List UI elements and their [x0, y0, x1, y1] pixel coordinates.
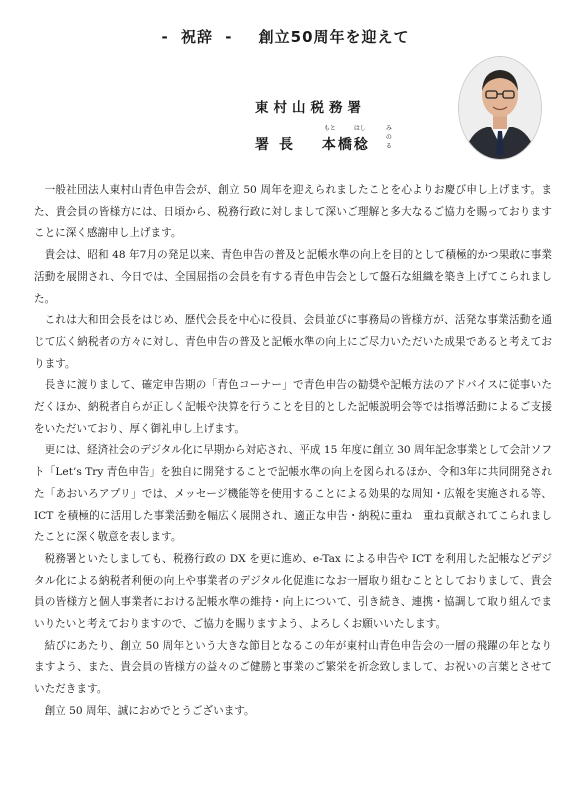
- paragraph-5: 更には、経済社会のデジタル化に早期から対応され、平成 15 年度に創立 30 周年記念事業として会計ソフト「Let’s Try 青色申告」を独自に開発することで記帳水準の向上を図られるほか、令和3年に共同開発された「あおいろアプリ」では、メッセージ機能等を使用することによる効果的な周知・広報を実施される等、ICT を積極的に活用した事業活動を幅広く展開され、適正な申告・納税に重ね 重ね貢献されてこられましたことに深く敬意を表します。: [34, 444, 552, 544]
- tax-office-name: 東村山税務署: [255, 100, 366, 116]
- ruby-moto: もと: [323, 125, 336, 132]
- ruby-minoru: みのる: [385, 125, 392, 150]
- title-dash-left: -: [161, 28, 169, 46]
- portrait-photo: [458, 56, 542, 160]
- paragraph-2: 貴会は、昭和 48 年7月の発足以来、青色申告の普及と記帳水準の向上を目的として積極的かつ果敢に事業活動を展開され、今日では、全国屈指の会員を有する青色申告会として盤石な組織を築き上げてこられました。: [34, 249, 552, 305]
- chief-line: [255, 125, 392, 154]
- paragraph-4: 長きに渡りまして、確定申告期の「青色コーナー」で青色申告の勧奨や記帳方法のアドバイスに従事いただくほか、納税者自らが正しく記帳や決算を行うことを目的とした記帳説明会等では指導活動によるご支援をいただいており、厚く御礼申し上げます。: [34, 379, 552, 435]
- paragraph-6: 税務署といたしましても、税務行政の DX を更に進め、e-Tax による申告や ICT を利用した記帳などデジタル化による納税者利便の向上や事業者のデジタル化促進になお一層取り組むこととしておりまして、貴会員の皆様方と個人事業者における記帳水準の維持・向上について、引き続き、連携・協調して取り組んでまいりたいと考えておりますので、ご協力を賜りますよう、よろしくお願いいたします。: [34, 552, 552, 631]
- ruby-hashi: はし: [353, 125, 366, 132]
- paragraph-3: これは大和田会長をはじめ、歴代会長を中心に役員、会員並びに事務局の皆様方が、活発な事業活動を通じて広く納税者の方々に対し、青色申告の普及と記帳水準の向上にご尽力いただいた成果であると考えております。: [34, 314, 552, 370]
- congratulatory-message-body: [34, 180, 552, 723]
- title-shukuji: 祝辞: [180, 28, 213, 46]
- paragraph-7: 結びにあたり、創立 50 周年という大きな節目となるこの年が東村山青色申告会の一層の飛躍の年となりますよう、また、貴会員の皆様方の益々のご健勝と事業のご繁栄を祈念致しまして、お祝いの言葉とさせていただきます。: [34, 639, 552, 696]
- paragraph-8: 創立 50 周年、誠におめでとうございます。: [44, 704, 255, 717]
- chief-name-wrap: [321, 125, 392, 154]
- portrait-illustration: [459, 57, 541, 159]
- title-dash-right: -: [225, 28, 233, 46]
- document-title: [0, 26, 565, 47]
- paragraph-1: 一般社団法人東村山青色申告会が、創立 50 周年を迎えられましたことを心よりお慶び申し上げます。また、貴会員の皆様方には、日頃から、税務行政に対しまして深いご理解と多大なるご協力を賜っておりますことに深く感謝申し上げます。: [34, 184, 552, 240]
- chief-role: 署長: [255, 137, 303, 153]
- chief-name: 本橋稔: [321, 137, 370, 153]
- title-subtitle: 創立50周年を迎えて: [258, 28, 410, 46]
